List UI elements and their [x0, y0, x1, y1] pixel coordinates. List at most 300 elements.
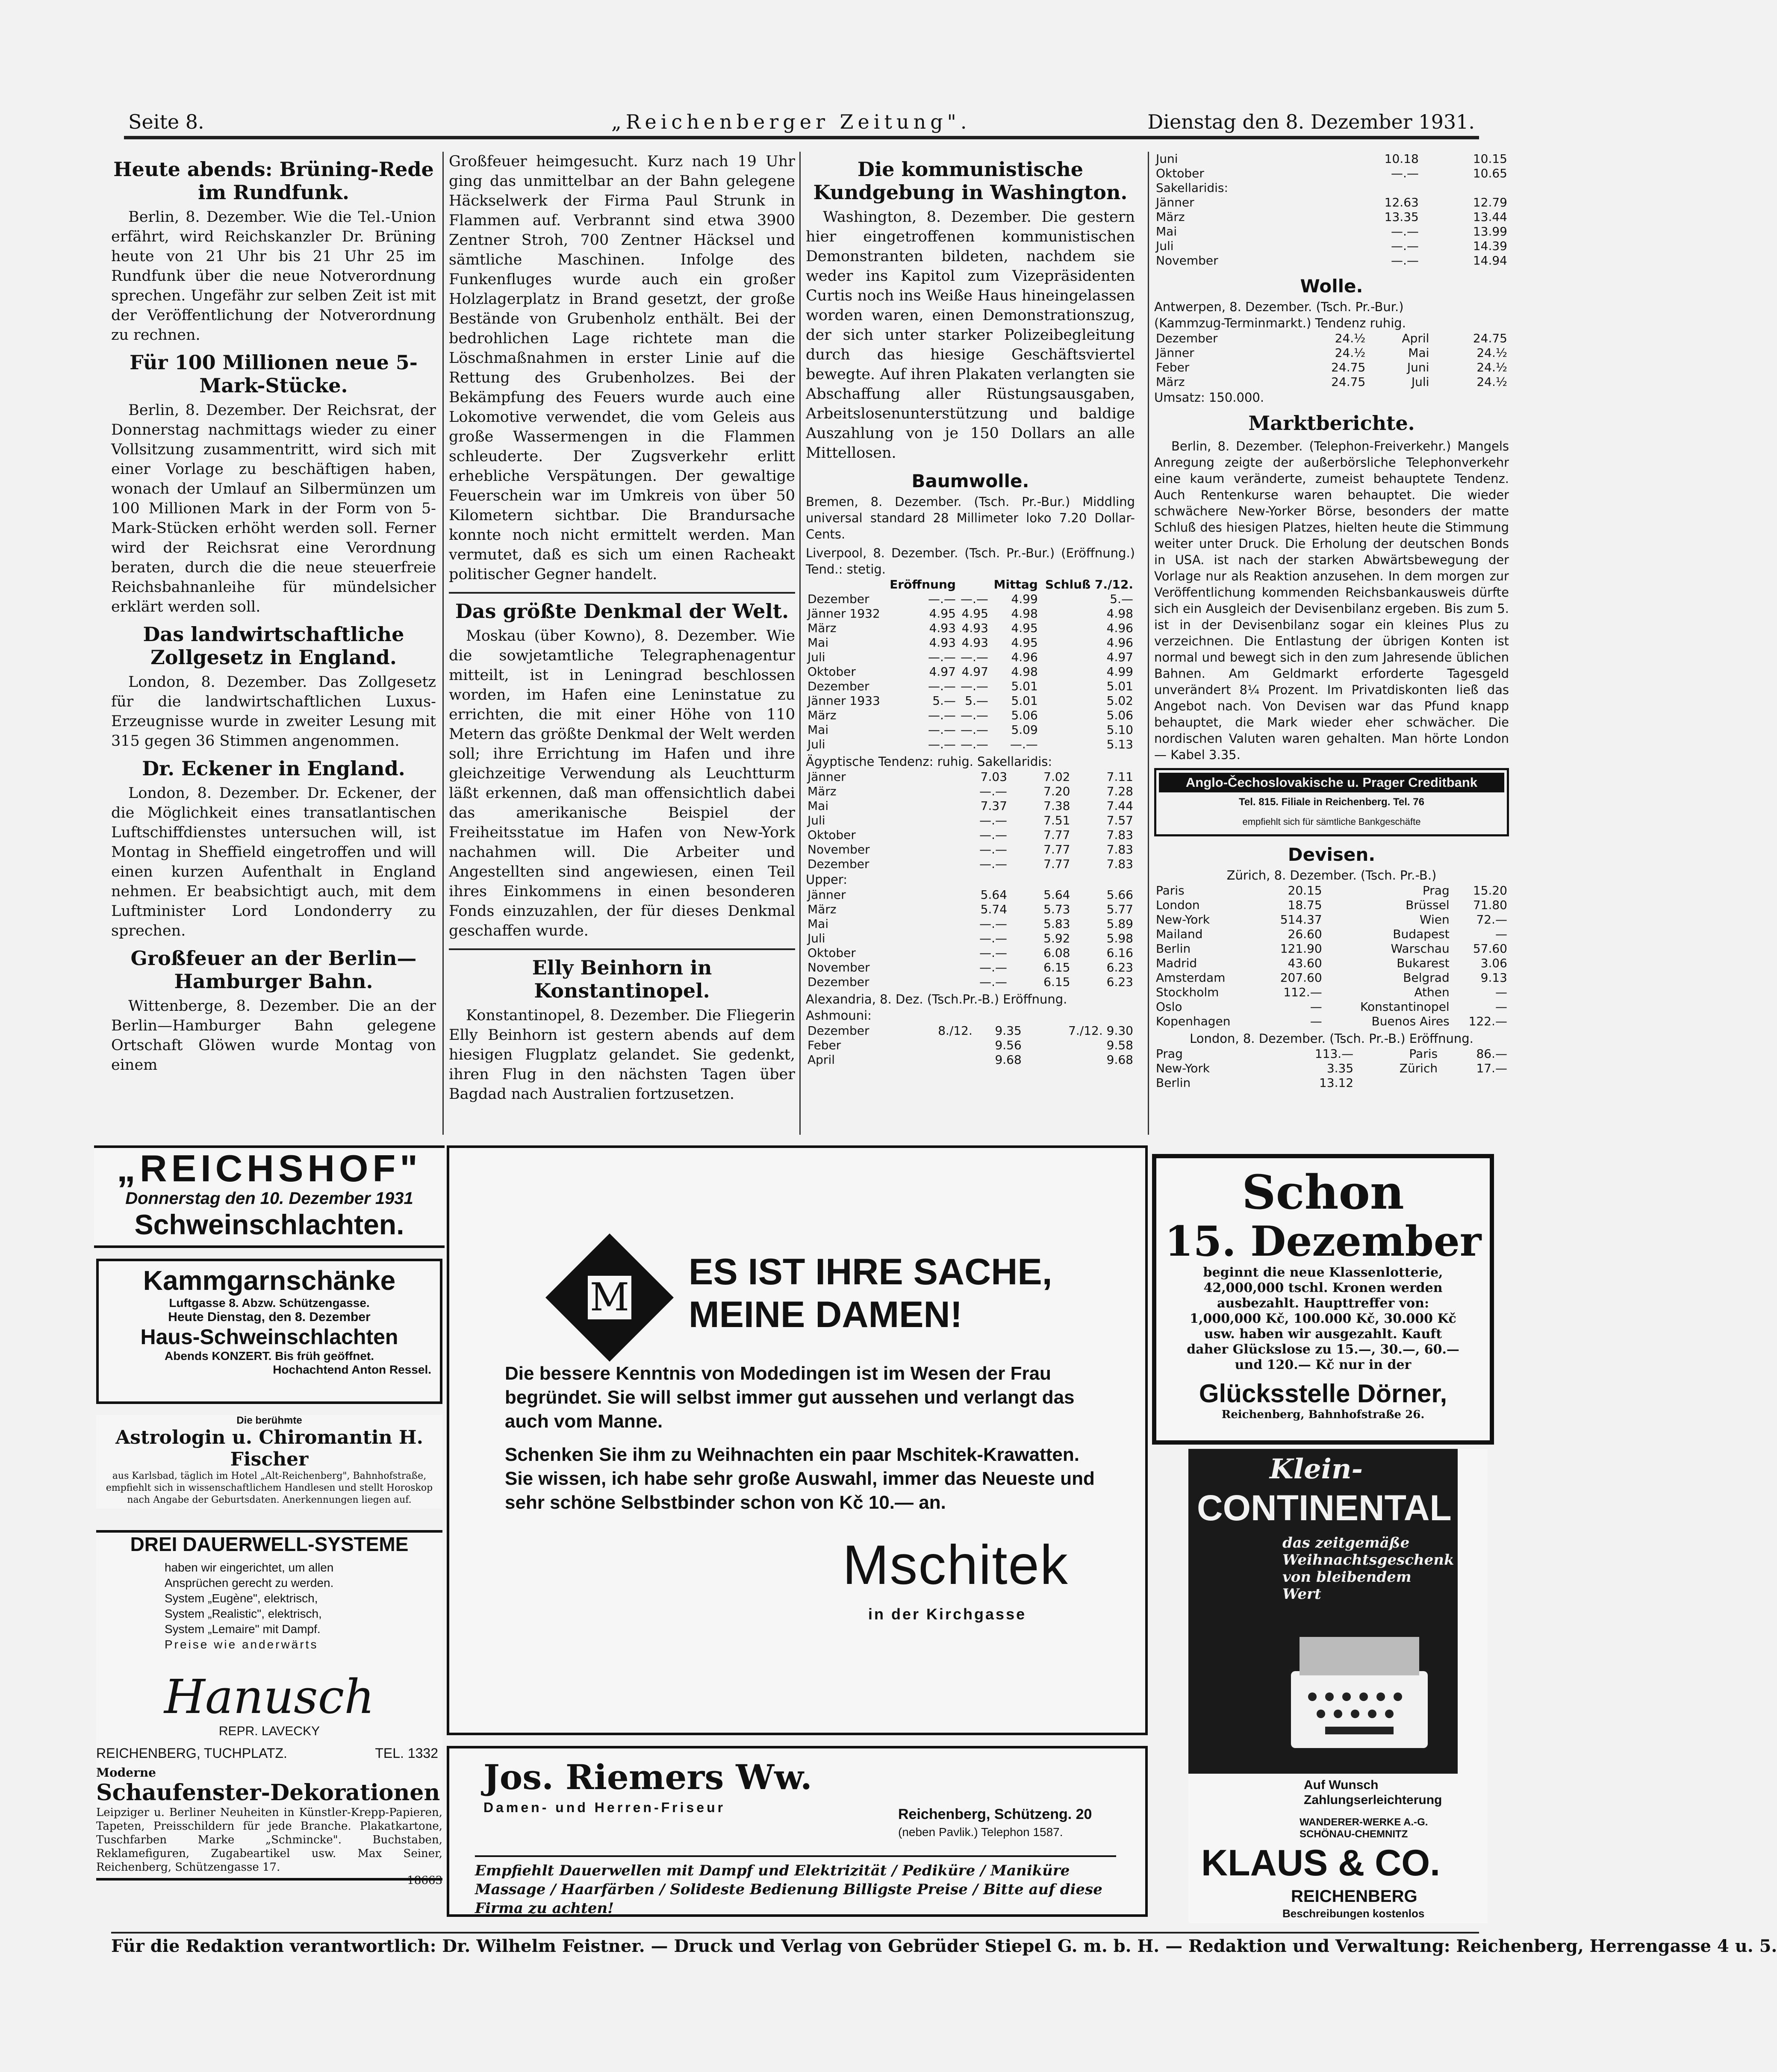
table-cell: Bukarest — [1397, 956, 1450, 970]
table-cell: 8./12. — [938, 1024, 972, 1038]
table-cell: 6.23 — [1106, 960, 1133, 974]
dauer-title: DREI DAUERWELL-SYSTEME — [130, 1533, 409, 1555]
table-cell: —.— — [961, 650, 988, 664]
table-row — [1154, 181, 1509, 195]
table-cell: —.— — [979, 931, 1008, 945]
table-cell: Jänner — [807, 888, 846, 902]
table-cell: 4.96 — [1011, 650, 1038, 664]
table-cell: 112.— — [1283, 985, 1322, 999]
table-cell: 24.75 — [1331, 360, 1366, 374]
table-cell: 5.13 — [1106, 737, 1133, 751]
table-row — [1154, 210, 1509, 224]
table-cell: 4.97 — [929, 665, 956, 679]
table-row — [1154, 883, 1509, 898]
divider — [449, 948, 795, 950]
bank-address: Tel. 815. Filiale in Reichenberg. Tel. 76 — [1239, 796, 1424, 808]
table-cell: Juli — [807, 737, 825, 751]
table-row — [806, 679, 1135, 694]
table-cell: Oktober — [807, 828, 856, 842]
table-cell: 4.95 — [1011, 636, 1038, 650]
riemer-name: Jos. Riemers Ww. — [483, 1757, 812, 1797]
table-cell: Dezember — [807, 679, 869, 693]
table-cell: 9.68 — [995, 1053, 1022, 1067]
market-note: Upper: — [806, 872, 848, 887]
table-row — [1154, 956, 1509, 971]
headline-line: MEINE DAMEN! — [689, 1294, 963, 1335]
table-cell: 71.80 — [1473, 898, 1507, 912]
lottery-ad — [1152, 1154, 1494, 1445]
table-cell: —.— — [928, 708, 956, 722]
fischer-ad — [96, 1415, 442, 1509]
cotton-continued-table — [1154, 152, 1509, 268]
table-cell: Prag — [1156, 1047, 1183, 1061]
table-cell: New-York — [1156, 1061, 1210, 1075]
table-row — [1154, 927, 1509, 942]
table-cell: Stockholm — [1156, 985, 1219, 999]
continental-slogan: das zeitgemäße Weihnachtsgeschenk von bleibendem Wert — [1282, 1534, 1454, 1603]
table-cell: 4.96 — [1106, 636, 1133, 650]
dauer-line: System „Eugène", elektrisch, — [165, 1592, 318, 1605]
table-cell: 24.½ — [1476, 375, 1507, 389]
table-row — [806, 842, 1135, 857]
table-row — [806, 960, 1135, 975]
table-cell: 5.73 — [1043, 902, 1070, 916]
table-cell: Prag — [1422, 883, 1450, 898]
table-cell: März — [807, 902, 837, 916]
table-cell: 5.— — [932, 694, 956, 708]
masthead: „Reichenberger Zeitung". — [611, 110, 971, 133]
riemer-tel: (neben Pavlik.) Telephon 1587. — [898, 1825, 1063, 1839]
table-cell: Berlin — [1156, 1076, 1191, 1090]
lottery-text: beginnt die neue Klassenlotterie, 42,000,000 tschl. Kronen werden ausbezahlt. Haupttreffer von: 1,000,000 Kč, 100.000 Kč, 30.000 Kč usw. haben wir ausgezahlt. Kauft daher Glückslose zu 15.—, 30.—, 60.— und 120.— Kč nur in der — [1187, 1265, 1459, 1372]
table-cell: 7.83 — [1106, 842, 1133, 856]
table-cell: 10.65 — [1473, 166, 1507, 180]
dauerwell-ad — [96, 1530, 442, 1887]
article-body: Berlin, 8. Dezember. (Telephon-Freiverkehr.) Mangels Anregung zeigte der außerbörsliche Telephonverkehr eine kaum veränderte, zumeist behauptete Tendenz. Auch Rentenkurse waren behauptet. Die wieder schwächere New-Yorker Börse, besonders der matte Schluß des hiesigen Platzes, hielten heute die Stimmung weiter unter Druck. Die Erholung der deutschen Bonds in USA. ist nach der starken Abwärtsbewegung der Vorlage nur als Reaktion anzusehen. In dem morgen zur Veröffentlichung kommenden Reichsbankausweis dürfte sich ein Ausgleich der Devisenbilanz ergeben. Bis zum 5. ist in der Devisenbilanz sogar ein kleines Plus zu verzeichnen. Die Entlastung der übrigen Konten ist normal und bewegt sich in den zum Jahresende üblichen Bahnen. Am Geldmarkt erforderte Tagesgeld unverändert 8¼ Prozent. Im Privatdiskonten ließ das Angebot nach. Von Devisen war das Pfund knapp behauptet, die Mark wieder eher schwächer. Die nordischen Valuten waren gehalten. Man hörte London — Kabel 3.35. — [1154, 439, 1509, 762]
table-cell: 4.95 — [929, 606, 956, 621]
table-cell: 5.— — [965, 694, 988, 708]
dauer-text — [165, 1560, 442, 1652]
table-cell: Jänner — [1156, 195, 1194, 209]
table-row — [1154, 346, 1509, 360]
reichshof-name: „REICHSHOF" — [117, 1147, 422, 1189]
table-cell: Oktober — [1156, 166, 1204, 180]
lottery-title: Schon — [1242, 1165, 1404, 1220]
page-number: Seite 8. — [128, 110, 204, 133]
klaus-city: REICHENBERG — [1291, 1887, 1417, 1906]
table-cell: — — [1310, 1000, 1322, 1014]
table-cell: Oktober — [807, 946, 856, 960]
table-cell: April — [807, 1053, 835, 1067]
table-row — [806, 784, 1135, 799]
table-cell: Juni — [1156, 152, 1178, 166]
kamm-address: Luftgasse 8. Abzw. Schützengasse. — [169, 1296, 370, 1310]
table-cell: Wien — [1419, 912, 1450, 927]
table-cell: Juli — [807, 650, 825, 664]
table-cell: 14.94 — [1473, 253, 1507, 268]
table-cell: — — [1495, 927, 1507, 941]
table-cell: 24.75 — [1473, 331, 1507, 345]
table-cell: 14.39 — [1473, 239, 1507, 253]
table-cell: —.— — [1391, 224, 1419, 238]
table-cell: 6.23 — [1106, 975, 1133, 989]
table-cell: Zürich — [1399, 1061, 1438, 1075]
section-title: Devisen. — [1288, 844, 1376, 865]
riemer-address: Reichenberg, Schützeng. 20 — [898, 1806, 1092, 1822]
table-row — [1154, 898, 1509, 912]
mschitek-logo: Mschitek — [843, 1533, 1069, 1596]
table-row — [1154, 152, 1509, 166]
table-header — [806, 577, 1135, 592]
table-cell — [1420, 181, 1509, 195]
fischer-top: Die berühmte — [236, 1415, 302, 1426]
table-cell: Oktober — [807, 665, 856, 679]
table-cell: 5.64 — [980, 888, 1008, 902]
article-body: Washington, 8. Dezember. Die gestern hier eingetroffenen kommunistischen Demonstranten bildeten, nachdem sie weder ins Kapitol zum Vizepräsidenten Curtis noch ins Weiße Haus hineingelassen worden waren, einen Demonstrationszug, der sich unter starker Polizeibegleitung durch das hiesige Geschäftsviertel bewegte. Auf ihren Plakaten verlangten sie Abschaffung aller Rüstungsausgaben, Arbeitslosenunterstützung und baldige Auszahlung von je 150 Dollars an alle Mittellosen. — [806, 209, 1135, 462]
hanusch-sub: REPR. LAVECKY — [218, 1724, 320, 1738]
table-cell: 86.— — [1476, 1047, 1507, 1061]
table-row — [806, 621, 1135, 636]
table-cell: 15.20 — [1473, 883, 1507, 898]
fischer-name: Astrologin u. Chiromantin H. Fischer — [115, 1427, 423, 1470]
column-divider — [442, 152, 444, 1135]
continental-klein: Klein- — [1270, 1453, 1363, 1485]
table-cell: 24.½ — [1335, 346, 1366, 360]
table-cell: 5.02 — [1106, 694, 1133, 708]
table-cell: —.— — [1391, 239, 1419, 253]
riemer-ad — [447, 1746, 1148, 1917]
table-cell: 5.06 — [1106, 708, 1133, 722]
table-cell: —.— — [1010, 737, 1038, 751]
table-cell: 5.01 — [1106, 679, 1133, 693]
table-row — [1154, 912, 1509, 927]
table-cell: 6.15 — [1043, 960, 1070, 974]
table-cell: 6.15 — [1043, 975, 1070, 989]
table-cell: Mai — [1156, 224, 1177, 238]
dauer-line: Ansprüchen gerecht zu werden. — [165, 1576, 334, 1589]
table-cell: 7./12. 9.30 — [1068, 1024, 1133, 1038]
table-row — [1154, 1014, 1509, 1029]
table-cell: 4.99 — [1011, 592, 1038, 606]
upper-table — [806, 888, 1135, 989]
table-cell: 7.44 — [1106, 799, 1133, 813]
table-cell: Berlin — [1156, 942, 1191, 956]
table-cell: Mai — [807, 799, 829, 813]
table-cell: 4.95 — [1011, 621, 1038, 635]
table-cell: 4.98 — [1011, 665, 1038, 679]
article-title: Für 100 Millionen neue 5-Mark-Stücke. — [130, 351, 418, 397]
table-cell: —.— — [928, 592, 956, 606]
lottery-address: Reichenberg, Bahnhofstraße 26. — [1221, 1408, 1425, 1421]
table-row — [806, 1024, 1135, 1038]
market-note: Bremen, 8. Dezember. (Tsch. Pr.-Bur.) Middling universal standard 28 Millimeter loko 7.20 Dollar-Cents. — [806, 494, 1135, 542]
article-title: Großfeuer an der Berlin—Hamburger Bahn. — [130, 947, 417, 993]
table-cell: April — [1402, 331, 1429, 345]
table-cell: 6.16 — [1106, 946, 1133, 960]
table-cell: —.— — [1391, 253, 1419, 268]
table-cell: Sakellaridis: — [1156, 181, 1228, 195]
table-header-cell — [806, 577, 885, 592]
column-divider — [799, 152, 801, 1135]
table-cell: 10.15 — [1473, 152, 1507, 166]
schauf-title: Schaufenster-Dekorationen — [96, 1780, 440, 1806]
mschitek-text — [505, 1362, 1095, 1515]
hanusch-tel: TEL. 1332 — [375, 1745, 438, 1761]
table-cell: 5.66 — [1106, 888, 1133, 902]
table-header-cell: Mittag — [993, 577, 1038, 592]
market-note: Zürich, 8. Dezember. (Tsch. Pr.-B.) — [1226, 868, 1437, 883]
lottery-shop: Glücksstelle Dörner, — [1199, 1379, 1447, 1408]
table-cell: 4.93 — [929, 636, 956, 650]
table-cell: 4.96 — [1106, 621, 1133, 635]
table-cell: März — [807, 708, 837, 722]
table-cell: 13.35 — [1384, 210, 1419, 224]
table-cell: Athen — [1414, 985, 1450, 999]
table-row — [806, 592, 1135, 606]
table-cell: 6.08 — [1043, 946, 1070, 960]
bank-ad — [1154, 768, 1509, 836]
table-cell: —.— — [979, 784, 1008, 798]
table-cell: November — [1156, 253, 1218, 268]
table-header-cell: Eröffnung — [890, 577, 956, 592]
table-cell: 5.98 — [1106, 931, 1133, 945]
table-cell: Mai — [807, 917, 829, 931]
dauer-line: System „Realistic", elektrisch, — [165, 1607, 322, 1620]
table-row — [1154, 253, 1509, 268]
table-cell: —.— — [979, 946, 1008, 960]
table-row — [1154, 224, 1509, 239]
table-cell: 20.15 — [1288, 883, 1322, 898]
table-cell — [1439, 1076, 1509, 1090]
table-cell: Mai — [807, 636, 829, 650]
svg-text:M: M — [589, 1275, 630, 1320]
table-cell — [912, 1053, 974, 1067]
table-row — [1154, 971, 1509, 985]
ad-paragraph: Die bessere Kenntnis von Modedingen ist im Wesen der Frau begründet. Sie will selbst immer gut aussehen und verlangt das auch vom Manne. — [505, 1363, 1075, 1432]
bank-name: Anglo-Čechoslovakische u. Prager Creditbank — [1159, 773, 1504, 792]
table-cell: 122.— — [1468, 1014, 1507, 1028]
table-cell: 5.06 — [1011, 708, 1038, 722]
table-cell: Amsterdam — [1156, 971, 1226, 985]
hanusch-logo: Hanusch — [164, 1669, 375, 1724]
table-cell: —.— — [979, 813, 1008, 827]
table-cell: Juli — [1156, 239, 1174, 253]
table-cell: Jänner — [807, 770, 846, 784]
table-cell: —.— — [928, 737, 956, 751]
mschitek-location: in der Kirchgasse — [868, 1605, 1027, 1623]
continental-ad — [1188, 1449, 1488, 1923]
article-title: Heute abends: Brüning-Rede im Rundfunk. — [113, 158, 434, 204]
table-cell: Mailand — [1156, 927, 1203, 941]
table-cell — [1332, 181, 1420, 195]
table-row — [1154, 166, 1509, 181]
kamm-today: Heute Dienstag, den 8. Dezember — [168, 1310, 371, 1324]
kamm-event: Haus-Schweinschlachten — [140, 1325, 398, 1349]
article-title: Das größte Denkmal der Welt. — [455, 600, 789, 623]
header-rule — [124, 136, 1479, 139]
table-cell: 5.64 — [1043, 888, 1070, 902]
table-cell: 4.98 — [1011, 606, 1038, 621]
table-row — [1154, 1061, 1509, 1076]
table-cell: 121.90 — [1280, 942, 1322, 956]
table-cell: 5.01 — [1011, 694, 1038, 708]
table-row — [806, 1038, 1135, 1053]
table-cell: Dezember — [807, 1024, 869, 1038]
article-body: Konstantinopel, 8. Dezember. Die Fliegerin Elly Beinhorn ist gestern abends auf dem hiesigen Flugplatz gelandet. Sie gedenkt, ihren Flug in den nächsten Tagen über Bagdad nach Australien fortzusetzen. — [449, 1007, 795, 1103]
table-cell: Mai — [1408, 346, 1429, 360]
headline-line: ES IST IHRE SACHE, — [689, 1251, 1052, 1292]
table-cell: November — [807, 842, 870, 856]
table-cell: 4.98 — [1106, 606, 1133, 621]
article-body: Wittenberge, 8. Dezember. Die an der Berlin—Hamburger Bahn gelegene Ortschaft Glöwen wurde Montag von einem — [111, 998, 436, 1074]
table-cell: — — [1495, 985, 1507, 999]
table-cell: November — [807, 960, 870, 974]
market-note: Liverpool, 8. Dezember. (Tsch. Pr.-Bur.) (Eröffnung.) Tend.: stetig. — [806, 546, 1135, 577]
section-title: Marktberichte. — [1248, 412, 1415, 435]
table-cell: 10.18 — [1384, 152, 1419, 166]
table-cell: Belgrad — [1403, 971, 1450, 985]
table-header-cell — [958, 577, 990, 592]
table-cell: —.— — [961, 737, 988, 751]
table-cell: Konstantinopel — [1360, 1000, 1450, 1014]
table-cell: Dezember — [807, 975, 869, 989]
table-cell: — — [1310, 1014, 1322, 1028]
table-cell: 24.75 — [1331, 375, 1366, 389]
column-4 — [1154, 152, 1509, 1090]
table-cell: Madrid — [1156, 956, 1197, 970]
table-row — [1154, 1076, 1509, 1090]
table-cell: 18.75 — [1288, 898, 1322, 912]
table-row — [1154, 942, 1509, 956]
table-row — [806, 813, 1135, 828]
table-row — [806, 665, 1135, 679]
schauf-number: 18663 — [407, 1874, 442, 1887]
table-cell: Juni — [1407, 360, 1429, 374]
table-cell: März — [807, 784, 837, 798]
table-cell: 9.35 — [995, 1024, 1022, 1038]
table-row — [806, 694, 1135, 708]
table-cell: —.— — [979, 960, 1008, 974]
table-cell: 7.11 — [1106, 770, 1133, 784]
table-cell: Jänner 1932 — [807, 606, 880, 621]
table-row — [806, 946, 1135, 960]
table-cell: 13.12 — [1319, 1076, 1354, 1090]
table-cell: Paris — [1409, 1047, 1438, 1061]
table-cell: —.— — [979, 975, 1008, 989]
table-cell: —.— — [961, 679, 988, 693]
table-cell: 7.51 — [1043, 813, 1070, 827]
table-cell: Brüssel — [1406, 898, 1450, 912]
table-cell: New-York — [1156, 912, 1210, 927]
kamm-line: Abends KONZERT. Bis früh geöffnet. — [165, 1349, 374, 1363]
table-cell: Dezember — [807, 592, 869, 606]
kammgarn-ad — [96, 1259, 442, 1404]
table-cell: —.— — [961, 723, 988, 737]
table-row — [806, 708, 1135, 723]
table-cell: 7.83 — [1106, 828, 1133, 842]
table-cell: 43.60 — [1288, 956, 1322, 970]
table-cell: —.— — [979, 917, 1008, 931]
table-cell: 4.95 — [961, 606, 988, 621]
table-cell: 17.— — [1476, 1061, 1507, 1075]
table-cell: 24.½ — [1476, 346, 1507, 360]
table-cell: 113.— — [1314, 1047, 1354, 1061]
column-1 — [111, 152, 436, 1079]
schauf-body: Leipziger u. Berliner Neuheiten in Künstler-Krepp-Papieren, Tapeten, Preisschildern für jede Branche. Plakatkartone, Tuschfarben Marke „Schmincke". Buchstaben, Reklamefiguren, Zugabeartikel usw. Max Seiner, Reichenberg, Schützengasse 17. — [96, 1806, 442, 1874]
table-cell: 12.63 — [1384, 195, 1419, 209]
table-cell: März — [1156, 375, 1185, 389]
hanusch-address: REICHENBERG, TUCHPLATZ. — [96, 1745, 287, 1761]
article-title: Elly Beinhorn in Konstantinopel. — [532, 956, 712, 1002]
table-cell: März — [807, 621, 837, 635]
lottery-date: 15. Dezember — [1164, 1217, 1482, 1266]
table-cell: Dezember — [1156, 331, 1218, 345]
table-cell: 57.60 — [1473, 942, 1507, 956]
dauer-line: Preise wie anderwärts — [165, 1638, 318, 1651]
table-cell: — — [1495, 1000, 1507, 1014]
table-row — [806, 1053, 1135, 1067]
table-cell: 4.93 — [929, 621, 956, 635]
table-cell: 5.92 — [1043, 931, 1070, 945]
table-cell: 7.57 — [1106, 813, 1133, 827]
table-cell: Paris — [1156, 883, 1185, 898]
table-cell: —.— — [979, 828, 1008, 842]
table-cell: 5.10 — [1106, 723, 1133, 737]
table-row — [806, 917, 1135, 931]
alexandria-table — [806, 1024, 1135, 1067]
table-row — [1154, 375, 1509, 389]
table-cell: —.— — [979, 857, 1008, 871]
table-cell: —.— — [979, 842, 1008, 856]
divider — [449, 592, 795, 594]
table-cell: 4.99 — [1106, 665, 1133, 679]
column-2 — [449, 152, 795, 1108]
klaus-sub: Beschreibungen kostenlos — [1282, 1907, 1425, 1920]
article-body: Moskau (über Kowno), 8. Dezember. Wie die sowjetamtliche Telegraphenagentur mitteilt, ist in Leningrad beschlossen worden, im Hafen eine Leninstatue zu errichten, die mit einer Höhe von 110 Metern das größte Denkmal der Welt werden soll; ihre Errichtung im Hafen und ihre gleichzeitige Verwendung als Leuchtturm läßt erkennen, daß man offensichtlich dabei das amerikanische Beispiel der Freiheitsstatue im Hafen von New-York nachahmen will. Die Arbeiter und Angestellten sind angewiesen, einen Teil ihres Einkommens in einen besonderen Fonds einzuzahlen, der für dieses Denkmal geschaffen wurde. — [449, 627, 795, 939]
klaus-name: KLAUS & CO. — [1201, 1842, 1440, 1884]
table-cell: 5.09 — [1011, 723, 1038, 737]
market-note: Alexandria, 8. Dez. (Tsch.Pr.-B.) Eröffnung. — [806, 992, 1067, 1007]
table-cell: Warschau — [1391, 942, 1450, 956]
table-cell: Juli — [1411, 375, 1429, 389]
table-row — [1154, 331, 1509, 346]
article-body: London, 8. Dezember. Dr. Eckener, der die Möglichkeit eines transatlantischen Luftschiffdienstes untersuchen will, ist Montag in Sheffield eingetroffen und will einen kurzen Aufenthalt in England nehmen. Er beabsichtigt auch, mit dem Luftminister Lord Londonderry zu sprechen. — [111, 785, 436, 939]
market-note: Ägyptische Tendenz: ruhig. Sakellaridis: — [806, 754, 1052, 769]
article-title: Dr. Eckener in England. — [142, 757, 405, 780]
typewriter-icon — [1282, 1620, 1436, 1765]
sakellaridis-table — [806, 770, 1135, 871]
mschitek-emblem — [545, 1233, 674, 1362]
liverpool-table — [806, 577, 1135, 752]
table-cell: Jänner 1933 — [807, 694, 880, 708]
currency-table — [1154, 883, 1509, 1029]
table-row — [806, 857, 1135, 871]
table-row — [1154, 1000, 1509, 1014]
table-cell: Feber — [1156, 360, 1190, 374]
table-row — [806, 902, 1135, 917]
table-cell: 5.74 — [980, 902, 1008, 916]
table-cell: 9.13 — [1480, 971, 1507, 985]
table-row — [1154, 1047, 1509, 1061]
table-cell: 5.83 — [1043, 917, 1070, 931]
table-cell: 7.28 — [1106, 784, 1133, 798]
reichshof-date: Donnerstag den 10. Dezember 1931 — [125, 1189, 413, 1208]
riemer-text: Empfiehlt Dauerwellen mit Dampf und Elektrizität / Pediküre / Maniküre Massage / Haarfärben / Solideste Bedienung Billigste Preise / Bitte auf diese Firma zu achten! — [475, 1855, 1116, 1918]
hanusch-address-line — [96, 1745, 442, 1761]
section-title: Baumwolle. — [911, 471, 1029, 492]
table-row — [806, 888, 1135, 902]
table-cell: Dezember — [807, 857, 869, 871]
